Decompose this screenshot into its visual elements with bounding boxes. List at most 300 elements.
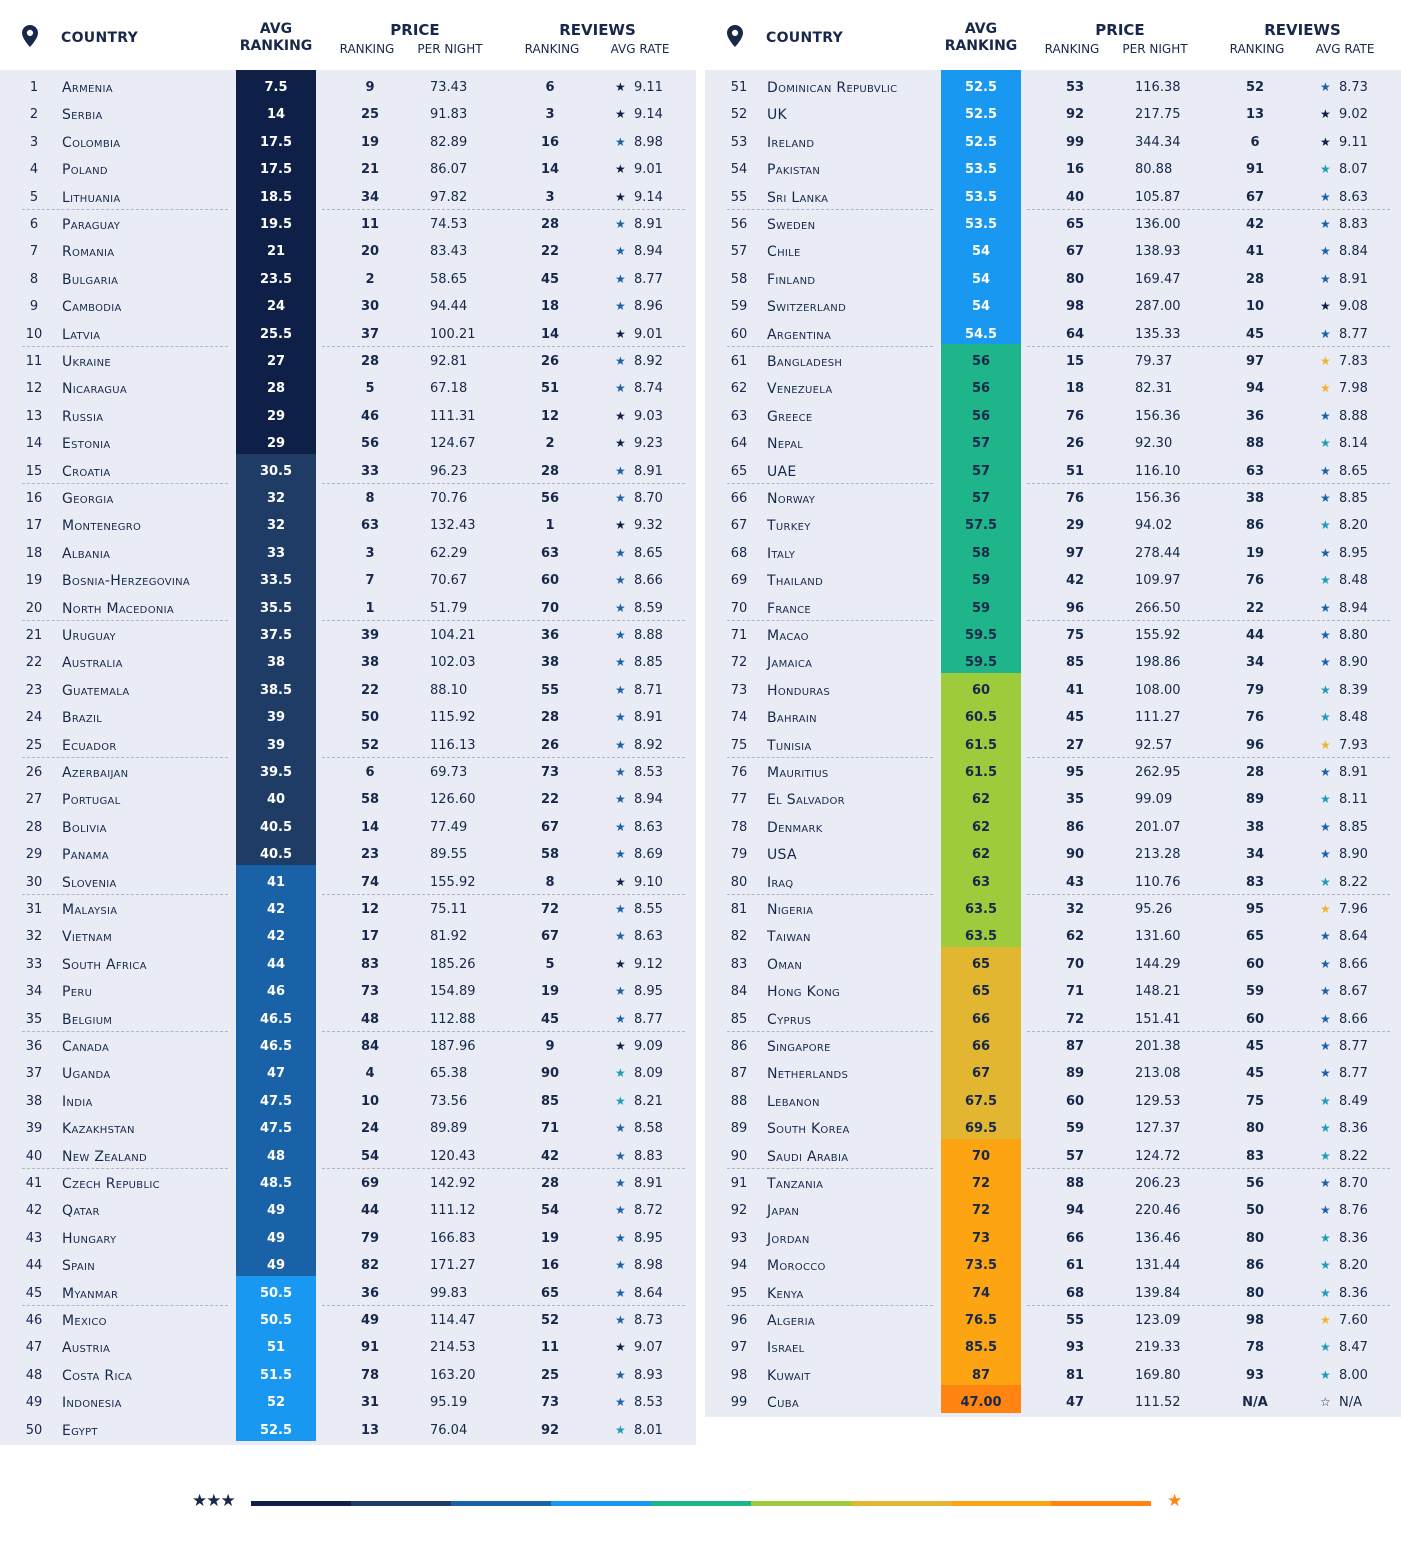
price-ranking: 41 xyxy=(1065,682,1085,698)
country-name: Mauritius xyxy=(767,765,829,781)
avg-ranking: 54.5 xyxy=(964,326,998,342)
country-name: Vietnam xyxy=(62,929,113,946)
reviews-ranking: 83 xyxy=(1245,1148,1265,1164)
table-row xyxy=(0,648,696,675)
country-name: Uruguay xyxy=(62,628,116,644)
avg-rate: 8.77 xyxy=(1339,1039,1368,1054)
avg-ranking: 61.5 xyxy=(964,765,998,780)
star-icon: ★ xyxy=(615,929,626,944)
country-name: Honduras xyxy=(767,682,831,699)
row-rank: 24 xyxy=(25,710,43,726)
avg-rate: 8.36 xyxy=(1339,1285,1368,1301)
row-rank: 35 xyxy=(25,1011,43,1027)
color-scale-legend xyxy=(0,1491,1401,1514)
price-ranking: 90 xyxy=(1065,847,1085,863)
row-rank: 20 xyxy=(25,600,43,616)
price-ranking: 28 xyxy=(360,354,380,369)
right-table-panel xyxy=(705,0,1401,1417)
avg-rate: 8.77 xyxy=(634,1011,663,1027)
reviews-ranking: 60 xyxy=(540,573,560,589)
star-icon: ★ xyxy=(1320,107,1331,122)
price-ranking: 20 xyxy=(360,244,380,260)
price-ranking: 36 xyxy=(360,1285,380,1301)
reviews-ranking: 11 xyxy=(540,1340,560,1356)
avg-rate: 8.39 xyxy=(1339,682,1368,698)
country-name: Armenia xyxy=(62,80,113,96)
table-row xyxy=(705,73,1401,100)
star-icon: ★ xyxy=(615,326,626,341)
country-name: Hong Kong xyxy=(767,984,841,1001)
reviews-ranking: 50 xyxy=(1245,1203,1265,1219)
table-row xyxy=(705,977,1401,1004)
avg-ranking: 69.5 xyxy=(964,1121,998,1137)
price-per-night: 154.89 xyxy=(430,984,476,1000)
star-icon: ★ xyxy=(615,518,626,533)
row-rank: 12 xyxy=(25,381,43,397)
reviews-ranking: 16 xyxy=(540,1258,560,1274)
star-icon: ★ xyxy=(1320,1039,1331,1053)
table-row xyxy=(705,648,1401,675)
table-row xyxy=(705,402,1401,429)
price-ranking: 2 xyxy=(365,271,375,287)
price-per-night: 89.55 xyxy=(430,847,468,863)
star-icon: ★ xyxy=(615,847,626,862)
star-icon: ★ xyxy=(1320,1093,1331,1108)
price-ranking: 49 xyxy=(360,1313,380,1328)
star-icon: ★ xyxy=(615,134,626,149)
reviews-ranking: 83 xyxy=(1245,874,1265,890)
table-row xyxy=(705,1169,1401,1196)
avg-rate: 8.58 xyxy=(634,1121,663,1137)
avg-rate: 8.07 xyxy=(1339,162,1368,178)
price-ranking: 99 xyxy=(1065,134,1085,150)
avg-rate: 8.85 xyxy=(634,655,663,671)
row-rank: 46 xyxy=(25,1313,43,1328)
row-rank: 44 xyxy=(25,1258,43,1274)
table-row xyxy=(705,183,1401,210)
price-per-night: 156.36 xyxy=(1135,491,1181,506)
price-per-night: 70.67 xyxy=(430,573,468,589)
country-name: Bosnia-Herzegovina xyxy=(62,573,191,590)
avg-ranking: 52.5 xyxy=(964,80,998,95)
reviews-ranking: 73 xyxy=(540,1395,560,1411)
price-ranking: 51 xyxy=(1065,463,1085,479)
country-name: Qatar xyxy=(62,1203,100,1220)
avg-rate: 9.07 xyxy=(634,1340,663,1356)
row-rank: 33 xyxy=(25,956,43,972)
avg-ranking: 17.5 xyxy=(259,162,293,178)
location-pin-icon xyxy=(727,25,743,47)
price-per-night: 51.79 xyxy=(430,600,468,616)
price-per-night: 95.19 xyxy=(430,1395,468,1411)
star-icon: ★ xyxy=(1320,1176,1331,1190)
row-rank: 69 xyxy=(730,573,748,589)
star-icon: ★ xyxy=(1320,710,1331,725)
row-rank: 36 xyxy=(25,1039,43,1054)
star-icon: ★ xyxy=(615,1203,626,1218)
country-name: Austria xyxy=(62,1340,111,1357)
price-ranking: 71 xyxy=(1065,984,1085,1000)
reviews-ranking: 67 xyxy=(540,819,560,835)
star-icon: ★ xyxy=(615,354,626,368)
price-per-night: 136.00 xyxy=(1135,217,1181,232)
price-ranking: 64 xyxy=(1065,326,1085,342)
avg-ranking: 67.5 xyxy=(964,1093,998,1109)
star-icon: ★ xyxy=(1320,1121,1331,1136)
avg-ranking: 40.5 xyxy=(259,819,293,835)
star-icon: ★ xyxy=(1320,1285,1331,1300)
avg-rate: 8.59 xyxy=(634,600,663,616)
row-rank: 97 xyxy=(730,1340,748,1356)
star-icon: ★ xyxy=(615,1367,626,1382)
row-rank: 63 xyxy=(730,408,748,424)
price-per-night: 81.92 xyxy=(430,929,468,945)
avg-ranking: 63.5 xyxy=(964,902,998,917)
reviews-ranking: 79 xyxy=(1245,682,1265,698)
reviews-ranking: 72 xyxy=(540,902,560,917)
avg-ranking: 50.5 xyxy=(259,1313,293,1328)
table-row xyxy=(705,265,1401,292)
row-rank: 16 xyxy=(25,491,43,506)
star-icon: ★ xyxy=(1320,463,1331,478)
country-name: Jamaica xyxy=(767,655,813,672)
reviews-ranking: 19 xyxy=(540,1230,560,1246)
avg-ranking: 54 xyxy=(971,271,991,287)
avg-ranking: 62 xyxy=(971,819,991,835)
star-icon: ★ xyxy=(615,189,626,204)
avg-rate: 8.65 xyxy=(634,545,663,561)
table-header xyxy=(0,0,696,70)
avg-rate: 8.92 xyxy=(634,737,663,753)
country-name: Egypt xyxy=(62,1422,98,1439)
row-rank: 34 xyxy=(25,984,43,1000)
row-rank: 82 xyxy=(730,929,748,945)
star-icon: ★ xyxy=(1320,299,1331,314)
table-row xyxy=(705,457,1401,484)
country-name: Romania xyxy=(62,244,115,261)
price-per-night: 105.87 xyxy=(1135,189,1181,205)
avg-rate: 8.96 xyxy=(634,299,663,315)
avg-rate: 9.02 xyxy=(1339,107,1368,123)
table-row xyxy=(705,895,1401,922)
price-ranking: 11 xyxy=(360,217,380,232)
table-row xyxy=(705,237,1401,264)
color-scale-segment xyxy=(651,1501,751,1506)
table-row xyxy=(705,1251,1401,1278)
price-per-night: 111.12 xyxy=(430,1203,476,1219)
row-rank: 13 xyxy=(25,408,43,424)
reviews-ranking: 94 xyxy=(1245,381,1265,397)
row-rank: 21 xyxy=(25,628,43,643)
row-rank: 67 xyxy=(730,518,748,534)
table-row xyxy=(705,758,1401,785)
row-rank: 79 xyxy=(730,847,748,863)
country-name: South Africa xyxy=(62,956,147,973)
row-rank: 77 xyxy=(730,792,748,808)
price-ranking: 95 xyxy=(1065,765,1085,780)
color-scale-segment xyxy=(951,1501,1051,1506)
row-rank: 48 xyxy=(25,1367,43,1383)
country-name: Cyprus xyxy=(767,1011,812,1028)
price-per-night: 86.07 xyxy=(430,162,468,178)
price-ranking: 19 xyxy=(360,134,380,150)
reviews-ranking: 67 xyxy=(1245,189,1265,205)
table-row xyxy=(705,1059,1401,1086)
row-rank: 15 xyxy=(25,463,43,479)
row-rank: 42 xyxy=(25,1203,43,1219)
price-ranking: 16 xyxy=(1065,162,1085,178)
avg-rate: 8.73 xyxy=(1339,80,1368,95)
star-icon: ★ xyxy=(1320,929,1331,944)
avg-rate: 7.60 xyxy=(1339,1313,1368,1328)
country-name: UAE xyxy=(767,463,797,480)
country-name: Nicaragua xyxy=(62,381,128,398)
price-per-night: 214.53 xyxy=(430,1340,476,1356)
table-row xyxy=(0,731,696,758)
reviews-ranking: 76 xyxy=(1245,710,1265,726)
reviews-ranking: 90 xyxy=(540,1066,560,1082)
reviews-ranking: 26 xyxy=(540,354,560,369)
price-ranking: 88 xyxy=(1065,1176,1085,1191)
country-name: Bangladesh xyxy=(767,354,843,370)
table-row xyxy=(705,1087,1401,1114)
country-name: Belgium xyxy=(62,1011,113,1028)
price-ranking: 83 xyxy=(360,956,380,972)
star-icon: ★ xyxy=(615,436,626,451)
row-rank: 39 xyxy=(25,1121,43,1137)
price-per-night: 135.33 xyxy=(1135,326,1181,342)
avg-ranking: 39 xyxy=(266,737,286,753)
reviews-ranking: 18 xyxy=(540,299,560,315)
country-name: Paraguay xyxy=(62,217,121,233)
star-icon: ★ xyxy=(615,1285,626,1300)
row-rank: 74 xyxy=(730,710,748,726)
avg-ranking: 72 xyxy=(971,1176,991,1191)
reviews-ranking: 70 xyxy=(540,600,560,616)
star-icon: ★ xyxy=(615,1230,626,1245)
reviews-ranking: 36 xyxy=(540,628,560,643)
star-icon: ★ xyxy=(1320,902,1331,916)
row-rank: 4 xyxy=(29,162,39,178)
table-row xyxy=(705,511,1401,538)
star-icon: ★ xyxy=(1320,573,1331,588)
country-name: Guatemala xyxy=(62,682,130,699)
price-per-night: 287.00 xyxy=(1135,299,1181,315)
table-row xyxy=(0,1059,696,1086)
avg-rate: 7.98 xyxy=(1339,381,1368,397)
star-icon: ★ xyxy=(615,491,626,505)
avg-rate: 8.95 xyxy=(1339,545,1368,561)
table-row xyxy=(705,1005,1401,1032)
table-row xyxy=(705,347,1401,374)
price-per-night: 151.41 xyxy=(1135,1011,1181,1027)
price-ranking: 13 xyxy=(360,1422,380,1438)
reviews-ranking: 34 xyxy=(1245,655,1265,671)
star-icon: ★ xyxy=(615,956,626,971)
reviews-ranking: 75 xyxy=(1245,1093,1265,1109)
price-per-night: 111.31 xyxy=(430,408,476,424)
star-icon: ★ xyxy=(1320,162,1331,177)
avg-ranking: 17.5 xyxy=(259,134,293,150)
reviews-ranking: 3 xyxy=(545,189,555,205)
reviews-ranking: 45 xyxy=(540,271,560,287)
avg-ranking: 25.5 xyxy=(259,326,293,342)
price-ranking: 69 xyxy=(360,1176,380,1191)
avg-ranking: 57 xyxy=(971,491,991,506)
price-per-night: 73.43 xyxy=(430,80,468,95)
star-icon: ★ xyxy=(615,765,626,779)
star-icon: ★ xyxy=(1320,354,1331,368)
avg-ranking: 57.5 xyxy=(964,518,998,534)
price-ranking: 31 xyxy=(360,1395,380,1411)
location-pin-icon xyxy=(22,25,38,47)
header-price-ranking: RANKING xyxy=(339,42,395,56)
table-row xyxy=(0,594,696,621)
price-ranking: 33 xyxy=(360,463,380,479)
price-ranking: 63 xyxy=(360,518,380,534)
country-name: Bolivia xyxy=(62,819,107,836)
avg-ranking: 73 xyxy=(971,1230,991,1246)
country-name: Malaysia xyxy=(62,902,118,918)
country-name: New Zealand xyxy=(62,1148,148,1165)
table-row xyxy=(0,813,696,840)
country-name: Kuwait xyxy=(767,1367,811,1384)
avg-rate: 8.48 xyxy=(1339,710,1368,726)
price-ranking: 66 xyxy=(1065,1230,1085,1246)
price-per-night: 109.97 xyxy=(1135,573,1181,589)
avg-rate: 8.64 xyxy=(1339,929,1368,945)
row-rank: 38 xyxy=(25,1093,43,1109)
country-name: Ecuador xyxy=(62,737,117,754)
avg-rate: 9.03 xyxy=(634,408,663,424)
avg-rate: 8.90 xyxy=(1339,655,1368,671)
reviews-ranking: 91 xyxy=(1245,162,1265,178)
star-icon: ★ xyxy=(615,1148,626,1163)
price-ranking: 76 xyxy=(1065,491,1085,506)
avg-ranking: 46 xyxy=(266,984,286,1000)
avg-rate: 8.92 xyxy=(634,354,663,369)
reviews-ranking: 80 xyxy=(1245,1230,1265,1246)
avg-rate: 8.66 xyxy=(634,573,663,589)
avg-rate: 8.83 xyxy=(634,1148,663,1164)
reviews-ranking: 28 xyxy=(540,463,560,479)
price-per-night: 136.46 xyxy=(1135,1230,1181,1246)
price-per-night: 185.26 xyxy=(430,956,476,972)
table-row xyxy=(705,292,1401,319)
reviews-ranking: 12 xyxy=(540,408,560,424)
avg-ranking: 62 xyxy=(971,847,991,863)
country-name: Singapore xyxy=(767,1039,831,1055)
country-name: Lithuania xyxy=(62,189,121,206)
star-icon: ★ xyxy=(615,1176,626,1190)
row-rank: 70 xyxy=(730,600,748,616)
row-rank: 90 xyxy=(730,1148,748,1164)
price-ranking: 6 xyxy=(365,765,375,780)
table-row xyxy=(0,1224,696,1251)
color-scale-segment xyxy=(751,1501,851,1506)
price-ranking: 25 xyxy=(360,107,380,123)
price-per-night: 111.52 xyxy=(1135,1395,1181,1411)
reviews-ranking: 63 xyxy=(1245,463,1265,479)
avg-rate: 8.88 xyxy=(1339,408,1368,424)
price-ranking: 80 xyxy=(1065,271,1085,287)
header-per-night: PER NIGHT xyxy=(1122,42,1188,56)
price-per-night: 99.83 xyxy=(430,1285,468,1301)
avg-rate: 8.74 xyxy=(634,381,663,397)
reviews-ranking: 55 xyxy=(540,682,560,698)
table-row xyxy=(705,1032,1401,1059)
avg-rate: 7.83 xyxy=(1339,354,1368,369)
header-avg-ranking: AVG RANKING xyxy=(239,21,313,54)
star-icon: ★ xyxy=(615,107,626,122)
price-per-night: 76.04 xyxy=(430,1422,468,1438)
country-name: Lebanon xyxy=(767,1093,820,1110)
table-row xyxy=(0,155,696,182)
avg-rate: 8.63 xyxy=(634,819,663,835)
reviews-ranking: 19 xyxy=(1245,545,1265,561)
price-ranking: 1 xyxy=(365,600,375,616)
row-rank: 3 xyxy=(29,134,39,150)
table-row xyxy=(0,1196,696,1223)
price-ranking: 3 xyxy=(365,545,375,561)
avg-ranking: 60.5 xyxy=(964,710,998,726)
country-name: USA xyxy=(767,847,797,864)
star-icon: ★ xyxy=(1320,545,1331,560)
avg-ranking: 59 xyxy=(971,573,991,589)
header-avg-ranking: AVG RANKING xyxy=(944,21,1018,54)
table-row xyxy=(0,977,696,1004)
star-icon: ★ xyxy=(615,1340,626,1355)
price-ranking: 94 xyxy=(1065,1203,1085,1219)
country-name: Bulgaria xyxy=(62,271,119,288)
row-rank: 53 xyxy=(730,134,748,150)
country-name: Peru xyxy=(62,984,93,1001)
country-name: Macao xyxy=(767,628,809,644)
table-row xyxy=(0,265,696,292)
avg-rate: 8.67 xyxy=(1339,984,1368,1000)
avg-ranking: 33.5 xyxy=(259,573,293,589)
reviews-ranking: 85 xyxy=(540,1093,560,1109)
row-rank: 18 xyxy=(25,545,43,561)
row-rank: 91 xyxy=(730,1176,748,1191)
table-row xyxy=(0,429,696,456)
country-name: Greece xyxy=(767,408,813,425)
avg-rate: 8.63 xyxy=(634,929,663,945)
color-scale-segment xyxy=(1051,1501,1151,1506)
price-per-night: 126.60 xyxy=(430,792,476,808)
star-icon: ★ xyxy=(1320,271,1331,286)
row-rank: 7 xyxy=(29,244,39,260)
reviews-ranking: 34 xyxy=(1245,847,1265,863)
avg-ranking: 62 xyxy=(971,792,991,808)
row-rank: 61 xyxy=(730,354,748,369)
table-row xyxy=(705,1142,1401,1169)
avg-rate: 9.08 xyxy=(1339,299,1368,315)
price-ranking: 72 xyxy=(1065,1011,1085,1027)
row-rank: 40 xyxy=(25,1148,43,1164)
country-name: Sweden xyxy=(767,217,816,233)
table-row xyxy=(705,703,1401,730)
header-price: PRICE xyxy=(390,21,440,39)
color-scale-segment xyxy=(851,1501,951,1506)
price-ranking: 26 xyxy=(1065,436,1085,452)
price-per-night: 115.92 xyxy=(430,710,476,726)
star-icon: ★ xyxy=(615,1039,626,1053)
table-row xyxy=(0,1251,696,1278)
reviews-ranking: 14 xyxy=(540,326,560,342)
price-per-night: 96.23 xyxy=(430,463,468,479)
star-icon: ★ xyxy=(615,463,626,478)
